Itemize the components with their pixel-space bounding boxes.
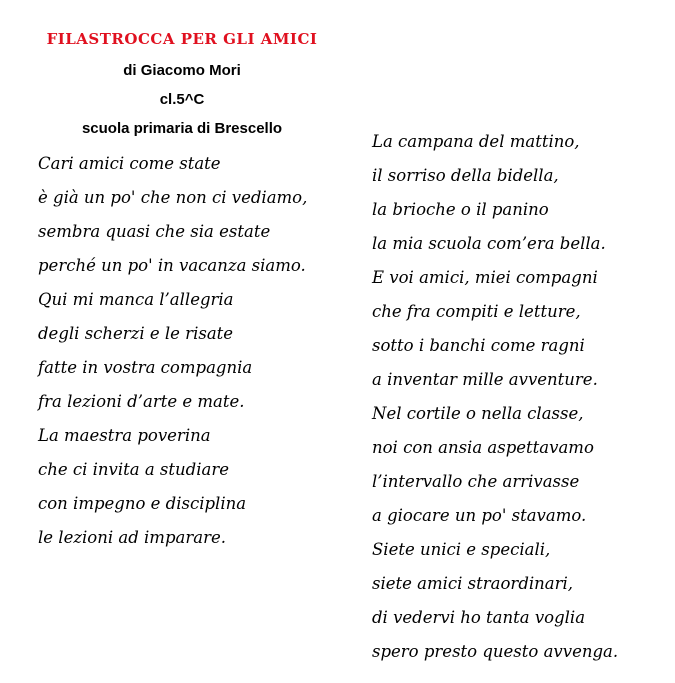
poem-line: Cari amici come state bbox=[38, 154, 221, 173]
poem-line: fatte in vostra compagnia bbox=[38, 358, 253, 377]
poem-line: a giocare un po' stavamo. bbox=[372, 506, 587, 525]
poem-line: La maestra poverina bbox=[38, 426, 211, 445]
poem-line: La campana del mattino, bbox=[372, 132, 580, 151]
poem-line: il sorriso della bidella, bbox=[372, 166, 559, 185]
poem-line: è già un po' che non ci vediamo, bbox=[38, 188, 308, 207]
poem-line: degli scherzi e le risate bbox=[38, 324, 234, 343]
poem-line: che ci invita a studiare bbox=[38, 460, 229, 479]
poem-line: noi con ansia aspettavamo bbox=[372, 438, 594, 457]
poem-line: la mia scuola com’era bella. bbox=[372, 234, 606, 253]
poem-line: l’intervallo che arrivasse bbox=[372, 472, 580, 491]
poem-line: spero presto questo avvenga. bbox=[372, 642, 619, 661]
poem-title: FILASTROCCA PER GLI AMICI bbox=[46, 30, 318, 48]
poem-line: Siete unici e speciali, bbox=[372, 540, 551, 559]
poem-left-column bbox=[38, 147, 307, 555]
poem-line: che fra compiti e letture, bbox=[372, 302, 581, 321]
poem-line: le lezioni ad imparare. bbox=[38, 528, 226, 547]
poem-line: perché un po' in vacanza siamo. bbox=[38, 256, 306, 275]
poem-line: sembra quasi che sia estate bbox=[38, 222, 271, 241]
poem-line: con impegno e disciplina bbox=[38, 494, 247, 513]
class-line: cl.5^C bbox=[159, 91, 205, 108]
poem-line: Qui mi manca l’allegria bbox=[38, 290, 234, 309]
poem-line: fra lezioni d’arte e mate. bbox=[38, 392, 245, 411]
poem-line: a inventar mille avventure. bbox=[372, 370, 598, 389]
poem-header bbox=[0, 28, 364, 143]
poem-line: sotto i banchi come ragni bbox=[372, 336, 585, 355]
poem-line: E voi amici, miei compagni bbox=[372, 268, 598, 287]
poem-line: di vedervi ho tanta voglia bbox=[372, 608, 586, 627]
poem-line: la brioche o il panino bbox=[372, 200, 549, 219]
poem-right-column bbox=[372, 125, 618, 669]
poem-line: siete amici straordinari, bbox=[372, 574, 574, 593]
poem-line: Nel cortile o nella classe, bbox=[372, 404, 584, 423]
author-line: di Giacomo Mori bbox=[123, 62, 241, 79]
school-line: scuola primaria di Brescello bbox=[81, 120, 283, 137]
